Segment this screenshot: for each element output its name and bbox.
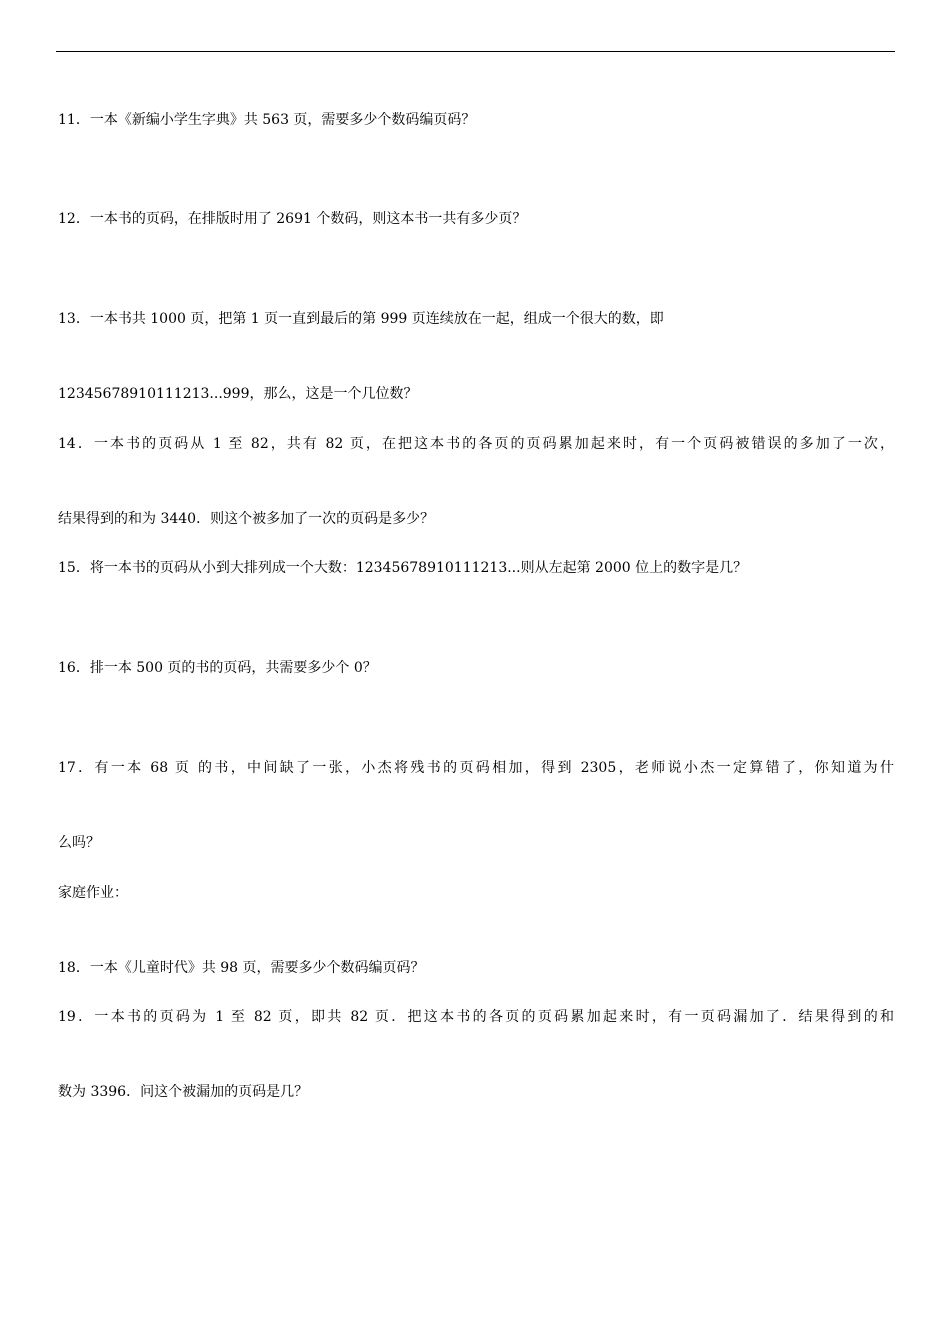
question-11-line-1: 11．一本《新编小学生字典》共 563 页，需要多少个数码编页码？ bbox=[58, 112, 476, 128]
question-18-line-1: 18．一本《儿童时代》共 98 页，需要多少个数码编页码？ bbox=[58, 960, 425, 976]
question-14-line-1: 14．一本书的页码从 1 至 82，共有 82 页，在把这本书的各页的页码累加起来时，有一个页码被错误的多加了一次， bbox=[58, 436, 894, 452]
question-12-line-1: 12．一本书的页码，在排版时用了 2691 个数码，则这本书一共有多少页？ bbox=[58, 211, 527, 227]
question-17-line-1: 17．有一本 68 页 的书，中间缺了一张，小杰将残书的页码相加，得到 2305，老师说小杰一定算错了，你知道为什 bbox=[58, 760, 894, 776]
question-13-line-1: 13．一本书共 1000 页，把第 1 页一直到最后的第 999 页连续放在一起，组成一个很大的数，即 bbox=[58, 311, 664, 327]
question-12 bbox=[58, 157, 894, 257]
homework-heading: 家庭作业： bbox=[58, 885, 128, 901]
question-15-line-1: 15．将一本书的页码从小到大排列成一个大数：12345678910111213...则从左起第 2000 位上的数字是几？ bbox=[58, 560, 748, 576]
question-17-line-2: 么吗？ bbox=[58, 835, 100, 851]
question-15 bbox=[58, 506, 894, 606]
question-19-line-2: 数为 3396．问这个被漏加的页码是几？ bbox=[58, 1084, 309, 1100]
question-11 bbox=[58, 58, 894, 158]
question-14-line-2: 结果得到的和为 3440．则这个被多加了一次的页码是多少？ bbox=[58, 511, 435, 527]
question-16 bbox=[58, 606, 894, 706]
question-16-line-1: 16．排一本 500 页的书的页码，共需要多少个 0？ bbox=[58, 660, 377, 676]
question-19-line-1: 19．一本书的页码为 1 至 82 页，即共 82 页．把这本书的各页的页码累加起来时，有一页码漏加了．结果得到的和 bbox=[58, 1009, 894, 1025]
question-19 bbox=[58, 955, 894, 1130]
header-rule bbox=[56, 51, 895, 52]
question-13-line-2: 12345678910111213...999，那么，这是一个几位数？ bbox=[58, 386, 418, 402]
